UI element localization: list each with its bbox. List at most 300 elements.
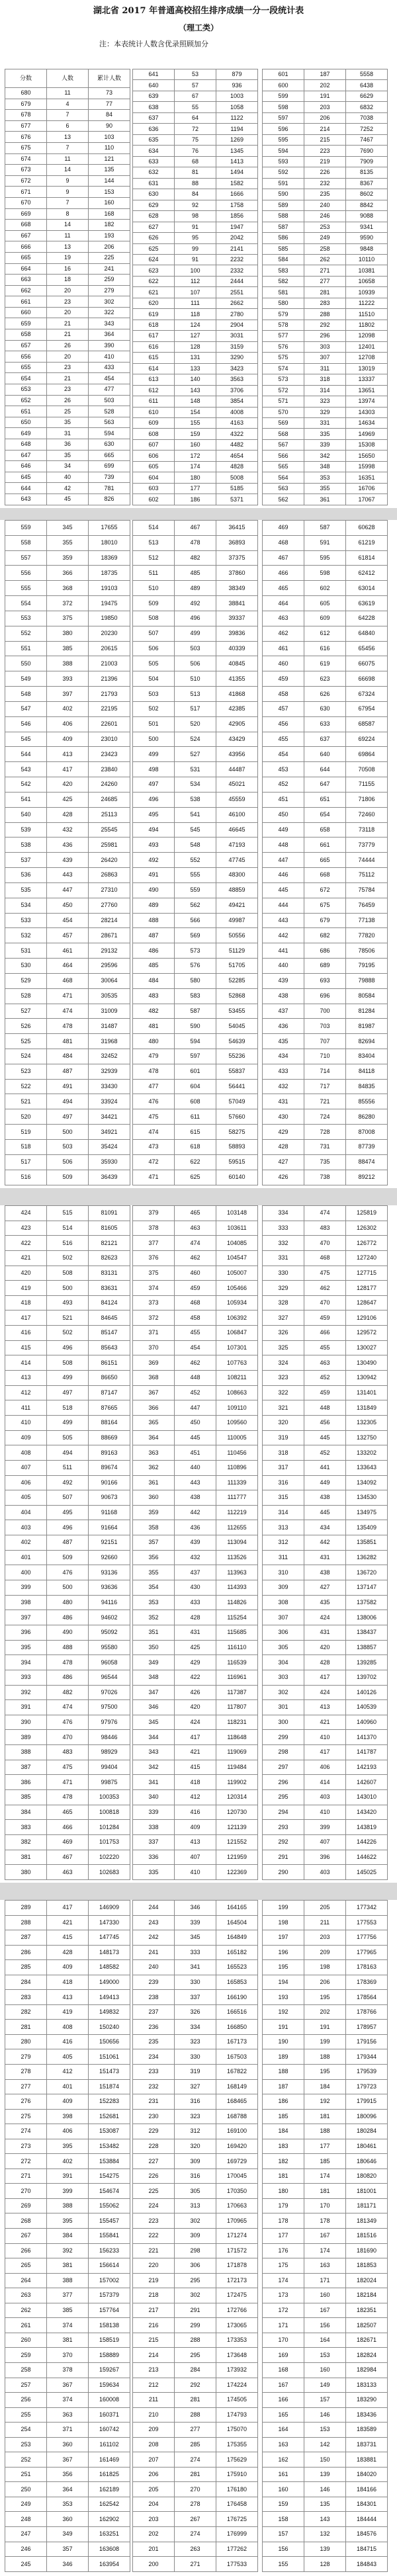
table-row [133, 189, 258, 200]
cumulative-cell: 112219 [216, 1505, 258, 1520]
count-cell: 436 [47, 837, 89, 853]
count-cell: 625 [175, 1170, 216, 1185]
table-row [263, 1610, 388, 1625]
table-row [133, 1625, 258, 1640]
table-row [5, 732, 130, 747]
cumulative-cell: 102683 [89, 1865, 130, 1880]
table-row [5, 362, 130, 373]
table-row [5, 2065, 130, 2080]
table-row [133, 2154, 258, 2169]
table-row [5, 2512, 130, 2527]
count-cell: 487 [47, 1535, 89, 1551]
cumulative-cell: 153482 [89, 2139, 130, 2154]
table-row [5, 581, 130, 596]
cumulative-cell: 74444 [346, 853, 388, 868]
score-cell: 352 [133, 1610, 175, 1625]
table-row [263, 1655, 388, 1670]
score-cell: 204 [133, 2497, 175, 2512]
count-cell: 499 [175, 626, 216, 641]
table-row [263, 1700, 388, 1715]
table-row [263, 1685, 388, 1700]
table-row [5, 1865, 130, 1880]
cumulative-cell: 105466 [216, 1281, 258, 1296]
table-row [5, 461, 130, 472]
score-cell: 366 [133, 1400, 175, 1416]
table-row [5, 1236, 130, 1251]
score-cell: 477 [133, 1079, 175, 1094]
page-separator [0, 1883, 397, 1900]
count-cell: 19 [47, 252, 89, 263]
cumulative-cell: 11222 [346, 298, 388, 308]
cumulative-cell: 167503 [216, 2049, 258, 2065]
table-row [263, 461, 388, 472]
table-row [133, 1670, 258, 1685]
count-cell: 23 [47, 296, 89, 308]
count-cell: 335 [304, 429, 346, 439]
count-cell: 428 [47, 1945, 89, 1960]
score-cell: 553 [5, 611, 47, 626]
table-row [263, 2020, 388, 2035]
cumulative-cell: 162189 [89, 2482, 130, 2497]
count-cell: 326 [175, 2004, 216, 2020]
table-row [263, 611, 388, 626]
table-row [5, 959, 130, 974]
table-row [133, 341, 258, 352]
count-cell: 420 [304, 1640, 346, 1655]
score-cell: 303 [263, 1670, 304, 1685]
score-cell: 487 [133, 928, 175, 943]
cumulative-cell: 163608 [89, 2542, 130, 2557]
cumulative-cell: 170965 [216, 2213, 258, 2229]
table-row [5, 2109, 130, 2124]
cumulative-cell: 57049 [216, 1094, 258, 1109]
count-cell: 622 [175, 1154, 216, 1170]
count-cell: 7 [47, 197, 89, 208]
score-cell: 496 [133, 792, 175, 807]
count-cell: 418 [47, 1975, 89, 1990]
count-cell: 202 [304, 80, 346, 91]
cumulative-cell: 21793 [89, 687, 130, 702]
cumulative-cell: 105007 [216, 1266, 258, 1281]
count-cell: 288 [304, 309, 346, 320]
table-row [133, 2467, 258, 2482]
score-block [132, 1900, 258, 2572]
score-cell: 429 [263, 1125, 304, 1140]
table-row [5, 2213, 130, 2229]
cumulative-cell: 131401 [346, 1385, 388, 1400]
cumulative-cell: 91168 [89, 1505, 130, 1520]
count-cell: 118 [175, 309, 216, 320]
count-cell: 378 [47, 2362, 89, 2378]
cumulative-cell: 172173 [216, 2273, 258, 2288]
table-row [133, 2049, 258, 2065]
score-cell: 325 [263, 1340, 304, 1355]
score-cell: 340 [133, 1789, 175, 1805]
cumulative-cell: 8367 [346, 178, 388, 189]
score-block [132, 1205, 258, 1880]
cumulative-cell: 130027 [346, 1340, 388, 1355]
count-cell: 482 [47, 1685, 89, 1700]
table-row [263, 134, 388, 145]
cumulative-cell: 166850 [216, 2020, 258, 2035]
cumulative-cell: 82121 [89, 1236, 130, 1251]
cumulative-cell: 150656 [89, 2034, 130, 2049]
score-cell: 374 [133, 1281, 175, 1296]
cumulative-cell: 114393 [216, 1580, 258, 1596]
table-row [133, 1415, 258, 1430]
score-cell: 601 [263, 69, 304, 80]
count-cell: 31 [47, 428, 89, 439]
score-block [5, 1205, 130, 1880]
score-cell: 155 [263, 2557, 304, 2572]
score-cell: 598 [263, 102, 304, 112]
score-cell: 372 [133, 1310, 175, 1326]
table-row [133, 222, 258, 232]
count-cell: 418 [175, 1775, 216, 1790]
count-cell: 665 [304, 853, 346, 868]
cumulative-cell: 75784 [346, 882, 388, 898]
score-cell: 443 [263, 913, 304, 928]
table-row [133, 1295, 258, 1310]
score-cell: 495 [133, 807, 175, 822]
table-row [133, 1109, 258, 1125]
cumulative-cell: 142193 [346, 1760, 388, 1775]
count-cell: 167 [304, 2229, 346, 2244]
table-row [5, 494, 130, 505]
cumulative-cell: 140539 [346, 1700, 388, 1715]
table-row [133, 494, 258, 505]
table-row [263, 2198, 388, 2213]
cumulative-cell: 112655 [216, 1520, 258, 1535]
score-cell: 399 [5, 1580, 47, 1596]
cumulative-cell: 58275 [216, 1125, 258, 1140]
cumulative-cell: 181349 [346, 2213, 388, 2229]
table-row [263, 2333, 388, 2348]
score-cell: 240 [133, 1960, 175, 1975]
count-cell: 465 [175, 1206, 216, 1221]
cumulative-cell: 23840 [89, 762, 130, 777]
cumulative-cell: 7690 [346, 146, 388, 156]
count-cell: 497 [47, 1385, 89, 1400]
count-cell: 421 [47, 1915, 89, 1930]
count-cell: 53 [175, 69, 216, 80]
count-cell: 438 [175, 1490, 216, 1506]
table-row [5, 2348, 130, 2363]
count-cell: 562 [175, 898, 216, 913]
table-row [263, 374, 388, 385]
table-row [263, 988, 388, 1004]
cumulative-cell: 176725 [216, 2512, 258, 2527]
count-cell: 598 [304, 566, 346, 581]
score-cell: 273 [5, 2139, 47, 2154]
table-row [133, 1700, 258, 1715]
cumulative-cell: 86151 [89, 1355, 130, 1371]
table-row [263, 1789, 388, 1805]
count-cell: 566 [175, 913, 216, 928]
table-row [5, 988, 130, 1004]
table-row [5, 626, 130, 641]
count-cell: 431 [175, 1625, 216, 1640]
table-row [263, 521, 388, 536]
cumulative-cell: 160 [89, 197, 130, 208]
count-cell: 91 [175, 222, 216, 232]
cumulative-cell: 177553 [346, 1915, 388, 1930]
table-row [133, 2437, 258, 2452]
cumulative-cell: 2232 [216, 254, 258, 265]
cumulative-cell: 42385 [216, 701, 258, 716]
count-cell: 330 [175, 1975, 216, 1990]
table-row [5, 2526, 130, 2542]
score-cell: 525 [5, 1034, 47, 1049]
cumulative-cell: 107763 [216, 1355, 258, 1371]
cumulative-cell: 87739 [346, 1139, 388, 1154]
table-row [133, 1475, 258, 1490]
cumulative-cell: 259 [89, 275, 130, 286]
score-cell: 544 [5, 747, 47, 762]
cumulative-cell: 182351 [346, 2303, 388, 2318]
cumulative-cell: 37860 [216, 566, 258, 581]
score-cell: 656 [5, 351, 47, 363]
score-cell: 339 [133, 1805, 175, 1820]
table-row [5, 566, 130, 581]
table-row [5, 2229, 130, 2244]
count-cell: 448 [175, 1371, 216, 1386]
cumulative-cell: 179915 [346, 2094, 388, 2110]
count-cell: 420 [175, 1700, 216, 1715]
score-cell: 227 [133, 2154, 175, 2169]
count-cell: 334 [175, 2020, 216, 2035]
cumulative-cell: 138437 [346, 1625, 388, 1640]
score-cell: 341 [133, 1775, 175, 1790]
count-cell: 451 [175, 1445, 216, 1461]
table-row [263, 882, 388, 898]
cumulative-cell: 164504 [216, 1915, 258, 1930]
score-cell: 413 [5, 1371, 47, 1386]
score-cell: 237 [133, 2004, 175, 2020]
count-cell: 395 [47, 2213, 89, 2229]
table-row [133, 374, 258, 385]
cumulative-cell: 140960 [346, 1715, 388, 1730]
table-row [5, 2034, 130, 2049]
cumulative-cell: 81605 [89, 1221, 130, 1236]
count-cell: 381 [47, 2258, 89, 2274]
table-row [5, 2467, 130, 2482]
score-cell: 548 [5, 687, 47, 702]
table-row [133, 882, 258, 898]
cumulative-cell: 170663 [216, 2198, 258, 2213]
table-row [263, 1901, 388, 1916]
cumulative-cell: 155841 [89, 2229, 130, 2244]
score-cell: 324 [263, 1355, 304, 1371]
table-row [133, 331, 258, 341]
table-row [263, 1990, 388, 2005]
score-cell: 170 [263, 2333, 304, 2348]
table-row [263, 535, 388, 550]
cumulative-cell: 90 [89, 120, 130, 132]
count-cell: 463 [175, 1221, 216, 1236]
cumulative-cell: 102220 [89, 1850, 130, 1865]
cumulative-cell: 151061 [89, 2049, 130, 2065]
score-cell: 243 [133, 1915, 175, 1930]
table-row [5, 1221, 130, 1236]
table-row [263, 102, 388, 112]
table-row [263, 2526, 388, 2542]
score-cell: 360 [133, 1490, 175, 1506]
count-cell: 21 [47, 373, 89, 384]
score-cell: 668 [5, 220, 47, 231]
table-row [263, 418, 388, 429]
count-cell: 488 [47, 1640, 89, 1655]
table-row [5, 1775, 130, 1790]
score-cell: 673 [5, 165, 47, 176]
score-cell: 603 [133, 483, 175, 494]
score-cell: 250 [5, 2482, 47, 2497]
cumulative-cell: 179539 [346, 2065, 388, 2080]
count-cell: 413 [47, 747, 89, 762]
score-cell: 349 [133, 1655, 175, 1670]
cumulative-cell: 1582 [216, 178, 258, 189]
score-cell: 489 [133, 898, 175, 913]
table-row [133, 1901, 258, 1916]
count-cell: 497 [47, 1109, 89, 1125]
table-row [133, 211, 258, 222]
table-row [263, 1490, 388, 1506]
table-row [263, 2542, 388, 2557]
cumulative-cell: 4482 [216, 439, 258, 450]
cumulative-cell: 364 [89, 329, 130, 341]
score-cell: 192 [263, 2004, 304, 2020]
score-cell: 536 [5, 868, 47, 883]
score-cell: 414 [5, 1355, 47, 1371]
score-cell: 259 [5, 2348, 47, 2363]
table-row [263, 2034, 388, 2049]
table-row [133, 2198, 258, 2213]
count-cell: 143 [304, 2512, 346, 2527]
cumulative-cell: 133643 [346, 1460, 388, 1475]
table-row [133, 2407, 258, 2423]
table-row [263, 792, 388, 807]
cumulative-cell: 175629 [216, 2452, 258, 2468]
count-cell: 219 [304, 156, 346, 167]
cumulative-cell: 7909 [346, 156, 388, 167]
cumulative-cell: 72460 [346, 807, 388, 822]
cumulative-cell: 49421 [216, 898, 258, 913]
count-cell: 467 [47, 1850, 89, 1865]
score-cell: 471 [133, 1170, 175, 1185]
table-row [263, 1415, 388, 1430]
count-cell: 356 [47, 2467, 89, 2482]
table-row [5, 175, 130, 187]
score-cell: 594 [263, 146, 304, 156]
score-cell: 596 [263, 124, 304, 134]
score-cell: 497 [133, 777, 175, 793]
cumulative-cell: 48859 [216, 882, 258, 898]
count-cell: 288 [175, 2407, 216, 2423]
cumulative-cell: 107301 [216, 1340, 258, 1355]
cumulative-cell: 151473 [89, 2065, 130, 2080]
score-cell: 557 [5, 550, 47, 566]
table-row [133, 1535, 258, 1551]
table-row [133, 898, 258, 913]
score-cell: 238 [133, 1990, 175, 2005]
cumulative-cell: 136282 [346, 1550, 388, 1565]
cumulative-cell: 936 [216, 80, 258, 91]
score-cell: 318 [263, 1445, 304, 1461]
cumulative-cell: 79195 [346, 959, 388, 974]
count-cell: 146 [304, 2482, 346, 2497]
cumulative-cell: 50556 [216, 928, 258, 943]
table-row [133, 1064, 258, 1079]
count-cell: 431 [304, 1625, 346, 1640]
cumulative-cell: 37375 [216, 550, 258, 566]
table-row [263, 1760, 388, 1775]
count-cell: 202 [304, 2004, 346, 2020]
score-cell: 588 [263, 211, 304, 222]
cumulative-cell: 182984 [346, 2362, 388, 2378]
count-cell: 355 [304, 483, 346, 494]
table-row [5, 747, 130, 762]
count-cell: 374 [47, 2318, 89, 2333]
table-row [263, 1865, 388, 1880]
count-cell: 534 [175, 777, 216, 793]
count-cell: 164 [304, 2333, 346, 2348]
cumulative-cell: 70508 [346, 762, 388, 777]
score-cell: 438 [263, 988, 304, 1004]
score-cell: 638 [133, 102, 175, 112]
score-cell: 181 [263, 2168, 304, 2184]
table-row [263, 363, 388, 374]
count-cell: 407 [175, 1850, 216, 1865]
count-cell: 450 [47, 898, 89, 913]
score-cell: 386 [5, 1775, 47, 1790]
score-cell: 235 [133, 2034, 175, 2049]
score-cell: 622 [133, 276, 175, 286]
score-cell: 426 [263, 1170, 304, 1185]
score-cell: 365 [133, 1415, 175, 1430]
count-cell: 409 [47, 2094, 89, 2110]
score-cell: 328 [263, 1295, 304, 1310]
table-row [5, 110, 130, 121]
count-cell: 283 [304, 298, 346, 308]
cumulative-cell: 100353 [89, 1789, 130, 1805]
cumulative-cell: 116961 [216, 1670, 258, 1685]
count-cell: 630 [304, 701, 346, 716]
table-row [5, 521, 130, 536]
score-block [5, 1900, 130, 2572]
cumulative-cell: 158519 [89, 2333, 130, 2348]
count-cell: 150 [304, 2452, 346, 2468]
cumulative-cell: 172766 [216, 2303, 258, 2318]
score-cell: 370 [133, 1340, 175, 1355]
table-row [133, 1221, 258, 1236]
table-row [263, 1715, 388, 1730]
count-cell: 494 [47, 1445, 89, 1461]
count-cell: 124 [175, 320, 216, 330]
count-cell: 323 [175, 2034, 216, 2049]
count-cell: 487 [47, 1064, 89, 1079]
score-cell: 302 [263, 1685, 304, 1700]
table-row [5, 2497, 130, 2512]
cumulative-cell: 206 [89, 241, 130, 253]
score-cell: 301 [263, 1700, 304, 1715]
count-cell: 406 [47, 716, 89, 732]
score-cell: 569 [263, 418, 304, 429]
score-cell: 241 [133, 1945, 175, 1960]
cumulative-cell: 134975 [346, 1505, 388, 1520]
cumulative-cell: 3159 [216, 341, 258, 352]
cumulative-cell: 30064 [89, 973, 130, 988]
cumulative-cell: 93136 [89, 1565, 130, 1580]
